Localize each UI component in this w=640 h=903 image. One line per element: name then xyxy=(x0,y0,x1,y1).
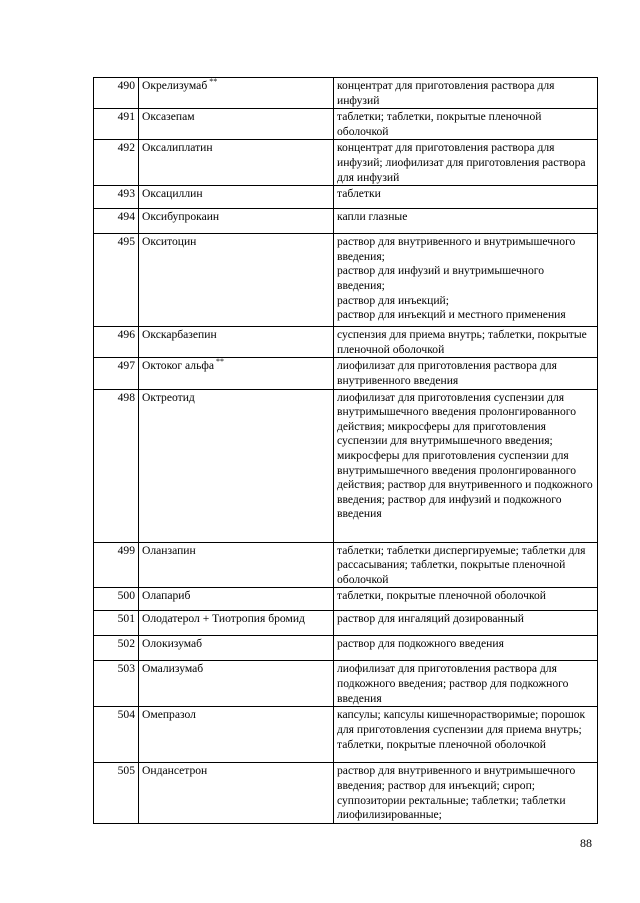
drug-name-cell xyxy=(139,636,334,661)
dosage-form-cell xyxy=(334,389,598,542)
table-row xyxy=(94,542,598,588)
dosage-form-cell xyxy=(334,234,598,327)
row-number: 498 xyxy=(94,389,139,542)
drug-name: Омепразол xyxy=(142,708,196,722)
drug-name-cell xyxy=(139,140,334,186)
dosage-form-cell xyxy=(334,611,598,636)
table-row xyxy=(94,389,598,542)
row-number: 497 xyxy=(94,358,139,389)
drug-name: Окрелизумаб xyxy=(142,79,208,92)
table-row xyxy=(94,78,598,109)
row-number: 503 xyxy=(94,661,139,707)
dosage-form-cell xyxy=(334,358,598,389)
dosage-form: лиофилизат для приготовления суспензии для внутримышечного введения пролонгированного действия; микросферы для приготовления суспензии для внутримышечного введения; микросферы для приготовления суспензии для внутримышечного введения пролонгированного действия; раствор для внутривенного и подкожного введения; раствор для инфузий и подкожного введения xyxy=(337,390,593,521)
footnote-mark: ** xyxy=(209,77,218,87)
dosage-form-cell xyxy=(334,327,598,358)
drug-name-cell xyxy=(139,661,334,707)
drug-name: Оксибупрокаин xyxy=(142,210,220,224)
row-number: 492 xyxy=(94,140,139,186)
dosage-form: концентрат для приготовления раствора для инфузий xyxy=(337,79,555,107)
dosage-form-cell xyxy=(334,707,598,763)
dosage-form: капли глазные xyxy=(337,210,408,224)
page-number: 88 xyxy=(580,836,592,850)
dosage-form-cell xyxy=(334,661,598,707)
dosage-form: раствор для ингаляций дозированный xyxy=(337,612,524,626)
dosage-form: лиофилизат для приготовления раствора для подкожного введения; раствор для подкожного введения xyxy=(337,662,569,705)
drug-name-cell xyxy=(139,209,334,234)
drug-name-cell xyxy=(139,78,334,109)
row-number: 493 xyxy=(94,186,139,209)
drug-name: Оксациллин xyxy=(142,187,203,201)
dosage-form-cell xyxy=(334,109,598,140)
dosage-form: раствор для внутривенного и внутримышечного введения; раствор для инъекций; сироп; суппозитории ректальные; таблетки; таблетки лиофилизированные; xyxy=(337,764,576,822)
drug-name: Октоког альфа xyxy=(142,359,215,373)
row-number: 496 xyxy=(94,327,139,358)
table-row xyxy=(94,109,598,140)
table-row xyxy=(94,763,598,823)
table-row xyxy=(94,209,598,234)
dosage-form: раствор для инъекций; xyxy=(337,293,449,307)
dosage-form-cell xyxy=(334,186,598,209)
dosage-form: таблетки; таблетки, покрытые пленочной оболочкой xyxy=(337,110,542,138)
drug-name-cell xyxy=(139,389,334,542)
table-row xyxy=(94,140,598,186)
row-number: 505 xyxy=(94,763,139,823)
footnote-mark: ** xyxy=(216,357,225,367)
dosage-form: таблетки; таблетки диспергируемые; таблетки для рассасывания; таблетки, покрытые пленочной оболочкой xyxy=(337,543,586,586)
row-number: 491 xyxy=(94,109,139,140)
dosage-form: раствор для инъекций и местного применения xyxy=(337,308,566,322)
table-row xyxy=(94,588,598,611)
row-number: 490 xyxy=(94,78,139,109)
drug-name: Оланзапин xyxy=(142,543,196,557)
drug-name-cell xyxy=(139,542,334,588)
dosage-form: раствор для подкожного введения xyxy=(337,637,504,651)
drug-name: Олапариб xyxy=(142,589,191,603)
row-number: 501 xyxy=(94,611,139,636)
dosage-form: суспензия для приема внутрь; таблетки, покрытые пленочной оболочкой xyxy=(337,328,587,356)
dosage-form: капсулы; капсулы кишечнорастворимые; порошок для приготовления суспензии для приема внутрь; таблетки, покрытые пленочной оболочкой xyxy=(337,708,586,751)
table-row xyxy=(94,234,598,327)
drug-name: Оксалиплатин xyxy=(142,141,213,155)
dosage-form-cell xyxy=(334,588,598,611)
drug-name: Омализумаб xyxy=(142,662,204,676)
dosage-form-cell xyxy=(334,78,598,109)
dosage-form: раствор для инфузий и внутримышечного введения; xyxy=(337,264,545,292)
dosage-form: таблетки xyxy=(337,187,381,201)
drug-table xyxy=(93,77,598,824)
drug-name: Окскарбазепин xyxy=(142,328,217,342)
drug-name-cell xyxy=(139,109,334,140)
drug-name: Олодатерол + Тиотропия бромид xyxy=(142,612,305,626)
dosage-form-cell xyxy=(334,636,598,661)
dosage-form: лиофилизат для приготовления раствора для внутривенного введения xyxy=(337,359,557,387)
drug-table-body xyxy=(94,78,598,824)
drug-name: Олокизумаб xyxy=(142,637,203,651)
dosage-form: раствор для внутривенного и внутримышечного введения; xyxy=(337,235,576,263)
dosage-form: таблетки, покрытые пленочной оболочкой xyxy=(337,589,546,603)
dosage-form-cell xyxy=(334,763,598,823)
dosage-form-cell xyxy=(334,542,598,588)
table-row xyxy=(94,358,598,389)
row-number: 502 xyxy=(94,636,139,661)
drug-name: Ондансетрон xyxy=(142,764,208,778)
dosage-form-cell xyxy=(334,140,598,186)
table-row xyxy=(94,186,598,209)
row-number: 495 xyxy=(94,234,139,327)
drug-name-cell xyxy=(139,588,334,611)
drug-name-cell xyxy=(139,327,334,358)
drug-name: Октреотид xyxy=(142,390,195,404)
drug-name: Окситоцин xyxy=(142,235,197,249)
drug-name-cell xyxy=(139,358,334,389)
drug-name-cell xyxy=(139,186,334,209)
drug-name-cell xyxy=(139,707,334,763)
table-row xyxy=(94,707,598,763)
drug-name-cell xyxy=(139,763,334,823)
dosage-form-cell xyxy=(334,209,598,234)
dosage-form: концентрат для приготовления раствора для инфузий; лиофилизат для приготовления раствора для инфузий xyxy=(337,141,586,184)
row-number: 494 xyxy=(94,209,139,234)
table-row xyxy=(94,661,598,707)
row-number: 499 xyxy=(94,542,139,588)
table-row xyxy=(94,636,598,661)
row-number: 504 xyxy=(94,707,139,763)
table-row xyxy=(94,327,598,358)
row-number: 500 xyxy=(94,588,139,611)
drug-name: Оксазепам xyxy=(142,110,195,124)
table-row xyxy=(94,611,598,636)
drug-name-cell xyxy=(139,611,334,636)
drug-name-cell xyxy=(139,234,334,327)
